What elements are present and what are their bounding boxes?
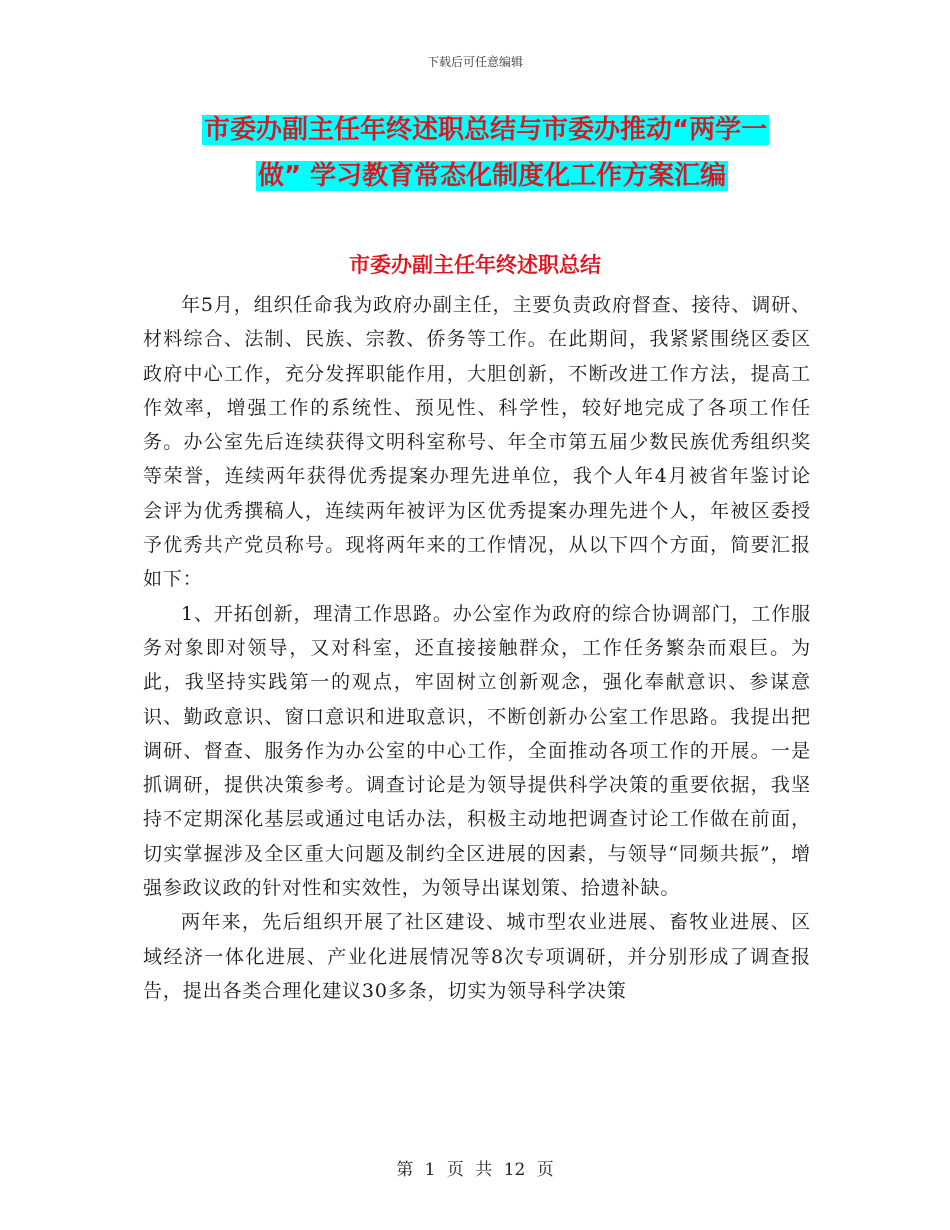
page-number: 第 1 页 共 12 页 [396, 1160, 554, 1180]
document-title-line-2 [0, 157, 950, 195]
title-highlight-2: 做” 学习教育常态化制度化工作方案汇编 [258, 161, 727, 191]
document-title-line-1 [0, 111, 950, 149]
title-highlight-1: 市委办副主任年终述职总结与市委办推动“两学一 [204, 115, 768, 145]
body-text [143, 288, 811, 1008]
section-title: 市委办副主任年终述职总结 [349, 253, 601, 277]
paragraph: 1、开拓创新，理清工作思路。办公室作为政府的综合协调部门，工作服务对象即对领导，又对科室，还直接接触群众，工作任务繁杂而艰巨。为此，我坚持实践第一的观点，牢固树立创新观念，强化奉献意识、参谋意识、勤政意识、窗口意识和进取意识，不断创新办公室工作思路。我提出把调研、督查、服务作为办公室的中心工作，全面推动各项工作的开展。一是抓调研，提供决策参考。调查讨论是为领导提供科学决策的重要依据，我坚持不定期深化基层或通过电话办法，积极主动地把调查讨论工作做在前面，切实掌握涉及全区重大问题及制约全区进展的因素，与领导“同频共振”，增强参政议政的针对性和实效性，为领导出谋划策、拾遗补缺。 [143, 602, 811, 900]
header-note: 下载后可任意编辑 [426, 55, 523, 69]
paragraph: 两年来，先后组织开展了社区建设、城市型农业进展、畜牧业进展、区域经济一体化进展、产业化进展情况等8次专项调研，并分别形成了调查报告，提出各类合理化建议30多条，切实为领导科学决策 [143, 911, 811, 1002]
paragraph: 年5月，组织任命我为政府办副主任，主要负责政府督查、接待、调研、材料综合、法制、民族、宗教、侨务等工作。在此期间，我紧紧围绕区委区政府中心工作，充分发挥职能作用，大胆创新，不断改进工作方法，提高工作效率，增强工作的系统性、预见性、科学性，较好地完成了各项工作任务。办公室先后连续获得文明科室称号、年全市第五届少数民族优秀组织奖等荣誉，连续两年获得优秀提案办理先进单位，我个人年4月被省年鉴讨论会评为优秀撰稿人，连续两年被评为区优秀提案办理先进个人，年被区委授予优秀共产党员称号。现将两年来的工作情况，从以下四个方面，简要汇报如下： [143, 294, 811, 591]
